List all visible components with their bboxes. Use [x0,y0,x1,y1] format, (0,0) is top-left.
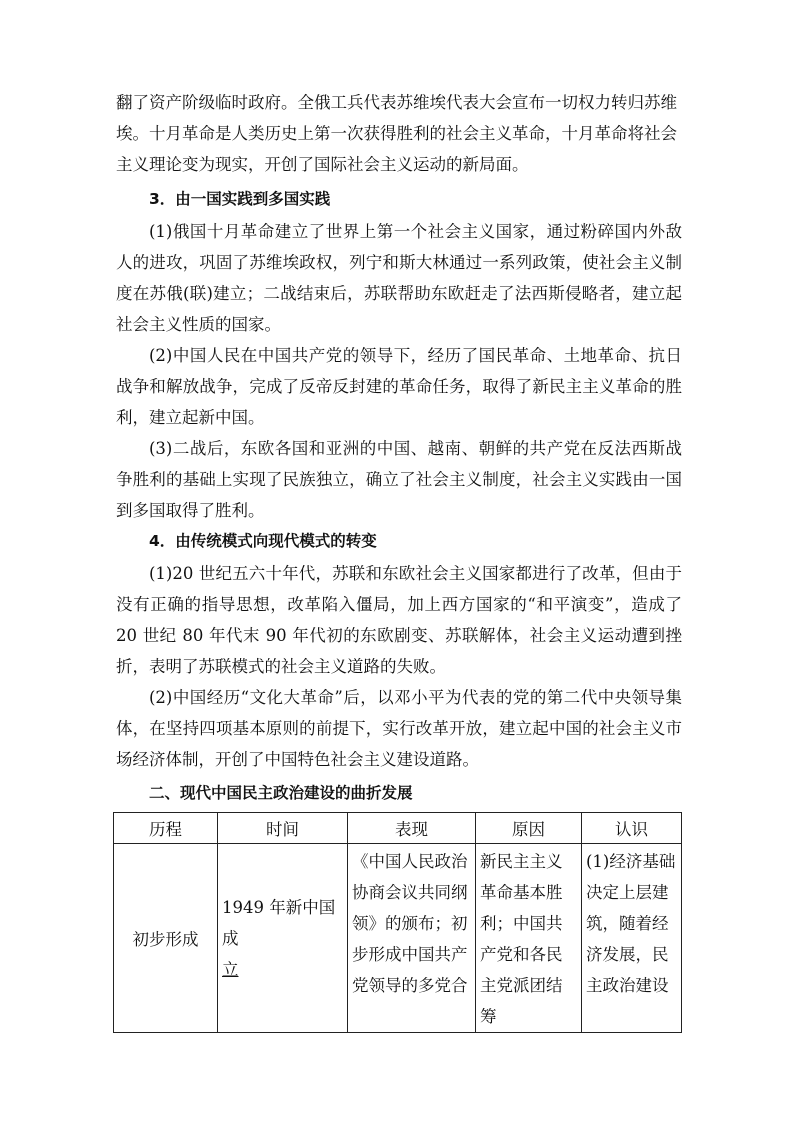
time-text-underlined: 立 [222,959,239,979]
section-3-paragraph-1: (1)俄国十月革命建立了世界上第一个社会主义国家，通过粉碎国内外敌人的进攻，巩固了苏维埃政权，列宁和斯大林通过一系列政策，使社会主义制度在苏俄(联)建立；二战结束后，苏联帮助东欧赶走了法西斯侵略者，建立起社会主义性质的国家。 [116,222,682,334]
time-cell [218,844,348,1033]
text-line: 主义理论变为现实，开创了国际社会主义运动的新局面。 [116,155,529,174]
insight-cell: (1)经济基础决定上层建筑，随着经济发展，民主政治建设 [582,844,682,1033]
section-4-paragraph-1: (1)20 世纪五六十年代，苏联和东欧社会主义国家都进行了改革，但由于没有正确的指导思想，改革陷入僵局，加上西方国家的“和平演变”，造成了 20 世纪 80 年代末 90 年代初的东欧剧变、苏联解体，社会主义运动遭到挫折，表明了苏联模式的社会主义道路的失败。 [116,564,682,676]
column-header: 时间 [218,813,348,844]
column-header: 表现 [348,813,476,844]
column-header: 认识 [582,813,682,844]
section-3-paragraph-2: (2)中国人民在中国共产党的领导下，经历了国民革命、土地革命、抗日战争和解放战争，完成了反帝反封建的革命任务，取得了新民主主义革命的胜利，建立起新中国。 [116,346,682,427]
section-3-paragraph-3: (3)二战后，东欧各国和亚洲的中国、越南、朝鲜的共产党在反法西斯战争胜利的基础上实现了民族独立，确立了社会主义制度，社会主义实践由一国到多国取得了胜利。 [116,439,682,520]
section-4-heading: 4．由传统模式向现代模式的转变 [149,532,377,550]
column-header: 历程 [114,813,218,844]
text-line: 埃。十月革命是人类历史上第一次获得胜利的社会主义革命，十月革命将社会 [116,124,677,143]
paragraph-continued [116,87,682,180]
stage-cell: 初步形成 [114,844,218,1033]
text-line: 翻了资产阶级临时政府。全俄工兵代表苏维埃代表大会宣布一切权力转归苏维 [116,93,677,112]
section-3-heading: 3．由一国实践到多国实践 [149,190,331,208]
performance-cell: 《中国人民政治协商会议共同纲领》的颁布；初步形成中国共产党领导的多党合 [348,844,476,1033]
table-row [114,844,682,1033]
section-4-paragraph-2: (2)中国经历“文化大革命”后，以邓小平为代表的党的第二代中央领导集体，在坚持四项基本原则的前提下，实行改革开放，建立起中国的社会主义市场经济体制，开创了中国特色社会主义建设道路。 [116,688,682,769]
time-text: 1949 年新中国成 [222,897,336,948]
table-header-row [114,813,682,844]
reason-cell: 新民主主义革命基本胜利；中国共产党和各民主党派团结筹 [476,844,582,1033]
column-header: 原因 [476,813,582,844]
history-table [113,812,682,1033]
part-2-heading: 二、现代中国民主政治建设的曲折发展 [149,784,413,802]
